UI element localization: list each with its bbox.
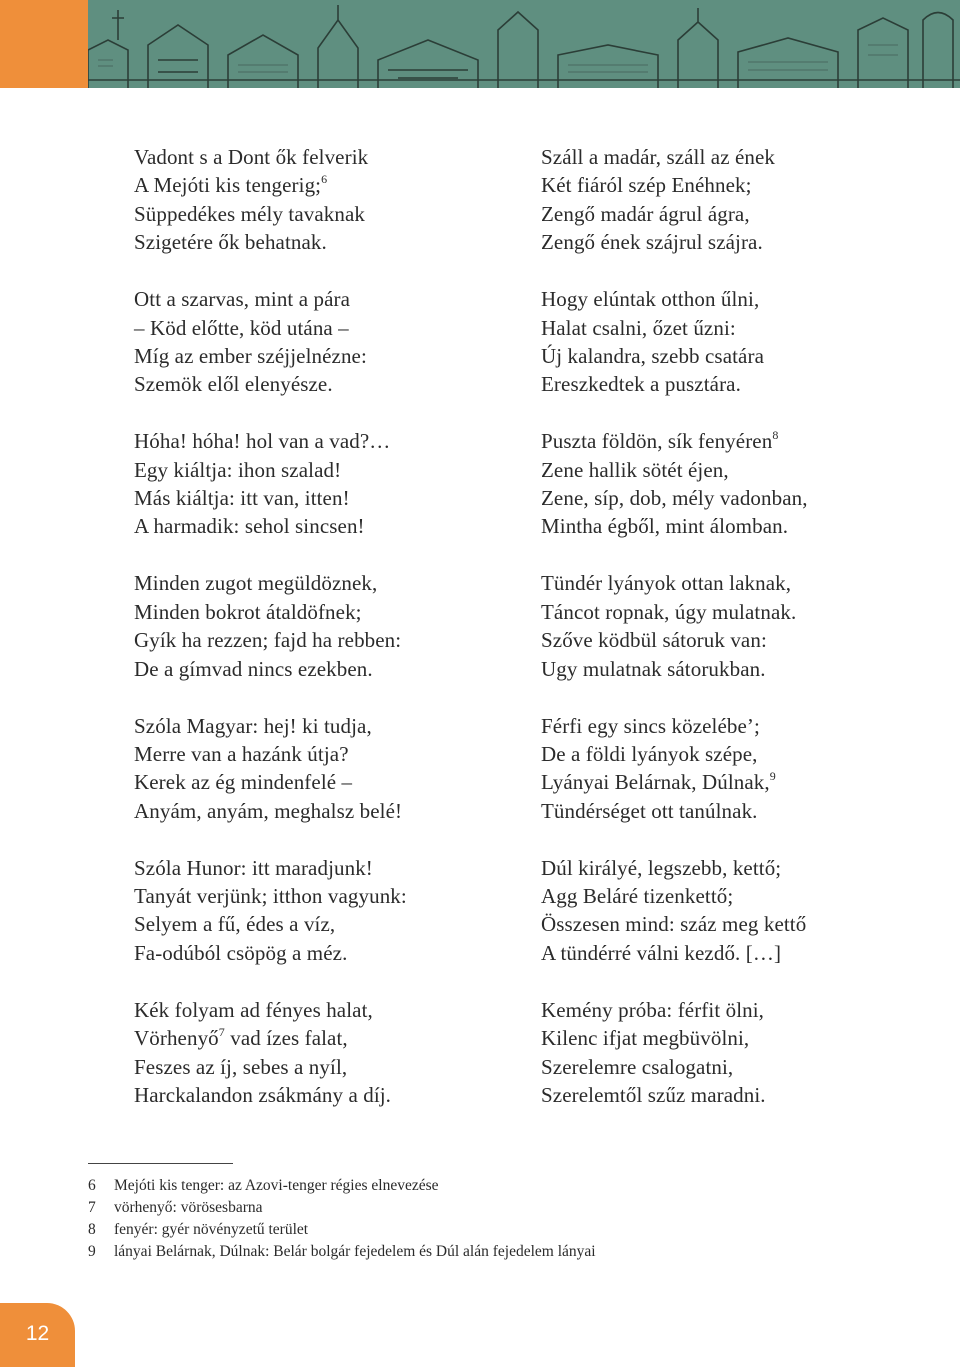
verse-line: Halat csalni, őzet űzni: [541,315,736,340]
stanza [541,569,941,683]
verse-line: Lyányai Belárnak, Dúlnak,$^9$ [541,769,776,795]
verse-line: Ereszkedtek a pusztára. [541,372,741,397]
footnote [88,1219,908,1241]
verse-line: Táncot ropnak, úgy mulatnak. [541,599,797,624]
verse-line: Feszes az íj, sebes a nyíl, [134,1054,348,1079]
verse-line: Gyík ha rezzen; fajd ha rebben: [134,628,402,653]
verse-line: Ugy mulatnak sátorukban. [541,656,766,681]
header-illustration-band [0,0,960,88]
stanza [134,712,534,826]
verse-line: Ott a szarvas, mint a pára [134,287,351,312]
verse-line: Anyám, anyám, meghalsz belé! [134,798,403,823]
verse-line: Kerek az ég mindenfelé – [134,770,353,795]
verse-line: De a földi lyányok szépe, [541,741,758,766]
stanza [541,996,941,1110]
verse-line: Szóla Magyar: hej! ki tudja, [134,713,372,738]
verse-line: Merre van a hazánk útja? [134,741,349,766]
verse-line: Szerelemtől szűz maradni. [541,1082,766,1107]
verse-line: Süppedékes mély tavaknak [134,201,366,226]
stanza [134,569,534,683]
footnote-marker: 7 [218,1025,225,1040]
verse-line: Fa-odúból csöpög a méz. [134,940,348,965]
verse-line: Zengő madár ágrul ágra, [541,201,750,226]
verse-line: Új kalandra, szebb csatára [541,343,764,368]
stanza [541,143,941,257]
verse-line: Harckalandon zsákmány a díj. [134,1082,392,1107]
verse-line: Kék folyam ad fényes halat, [134,997,373,1022]
verse-line: Puszta földön, sík fenyéren$^8$ [541,428,779,454]
verse-line: A Mejóti kis tengerig;$^6$ [134,172,328,198]
poem-column-right [541,143,941,1138]
verse-line: Zene, síp, dob, mély vadonban, [541,486,808,511]
verse-line: Férfi egy sincs közelébe’; [541,713,760,738]
verse-line: Egy kiáltja: ihon szalad! [134,457,342,482]
footnote-text: vörhenyő: vörösesbarna [114,1199,263,1216]
verse-line: Szemök elől elenyésze. [134,372,333,397]
city-engraving-illustration [88,0,960,88]
verse-line: Kemény próba: férfit ölni, [541,997,765,1022]
footnote-number: 9 [88,1243,96,1260]
footnote-text: Mejóti kis tenger: az Azovi-tenger régies elnevezése [114,1177,439,1194]
verse-line: Zene hallik sötét éjen, [541,457,729,482]
verse-line: Agg Beláré tizenkettő; [541,884,734,909]
header-corner-accent [0,0,88,88]
verse-line: Két fiáról szép Enéhnek; [541,173,752,198]
footnotes [88,1175,908,1263]
verse-line: A tündérré válni kezdő. […] [541,940,782,965]
stanza [134,996,534,1110]
stanza [134,854,534,968]
verse-line: Összesen mind: száz meg kettő [541,912,807,937]
verse-line: Minden bokrot átaldöfnek; [134,599,362,624]
footnote-text: lányai Belárnak, Dúlnak: Belár bolgár fejedelem és Dúl alán fejedelem lányai [114,1243,596,1260]
footnote-marker: 8 [772,428,779,443]
footnote-marker: 9 [769,769,776,784]
verse-line: Vörhenyő$^7$ vad ízes falat, [134,1025,348,1051]
stanza [134,143,534,257]
verse-line: Más kiáltja: itt van, itten! [134,486,350,511]
footnote [88,1175,908,1197]
stanza [541,712,941,826]
verse-line: Kilenc ifjat megbüvölni, [541,1026,750,1051]
page-number: 12 [25,1322,50,1345]
verse-line: Tanyát verjünk; itthon vagyunk: [134,884,407,909]
verse-line: Míg az ember széjjelnézne: [134,343,367,368]
verse-line: Tündérséget ott tanúlnak. [541,798,758,823]
verse-line: Szőve ködbül sátoruk van: [541,628,767,653]
footnote-number: 6 [88,1177,96,1194]
verse-line: Szóla Hunor: itt maradjunk! [134,855,373,880]
verse-line: Mintha égből, mint álomban. [541,514,789,539]
footnote-number: 8 [88,1221,96,1238]
stanza [134,427,534,541]
verse-line: Szerelemre csalogatni, [541,1054,734,1079]
footnote-text: fenyér: gyér növényzetű terület [114,1221,309,1238]
footnote-marker: 6 [321,172,328,187]
stanza [134,285,534,399]
verse-line: Vadont s a Dont ők felverik [134,145,369,169]
verse-line: Selyem a fű, édes a víz, [134,912,336,937]
stanza [541,854,941,968]
footnote-divider [88,1163,233,1164]
verse-line: Száll a madár, száll az ének [541,145,776,169]
verse-line: – Köd előtte, köd utána – [134,315,349,340]
footnote [88,1197,908,1219]
poem-column-left [134,143,534,1138]
footnote [88,1241,908,1263]
verse-line: Hóha! hóha! hol van a vad?… [134,429,391,454]
verse-line: Minden zugot megüldöznek, [134,571,378,596]
verse-line: Tündér lyányok ottan laknak, [541,571,792,596]
verse-line: A harmadik: sehol sincsen! [134,514,365,539]
stanza [541,285,941,399]
footnote-number: 7 [88,1199,96,1216]
verse-line: De a gímvad nincs ezekben. [134,656,373,681]
verse-line: Hogy elúntak otthon űlni, [541,287,760,312]
verse-line: Zengő ének szájrul szájra. [541,230,763,255]
verse-line: Dúl királyé, legszebb, kettő; [541,855,782,880]
verse-line: Szigetére ők behatnak. [134,230,327,255]
stanza [541,427,941,541]
